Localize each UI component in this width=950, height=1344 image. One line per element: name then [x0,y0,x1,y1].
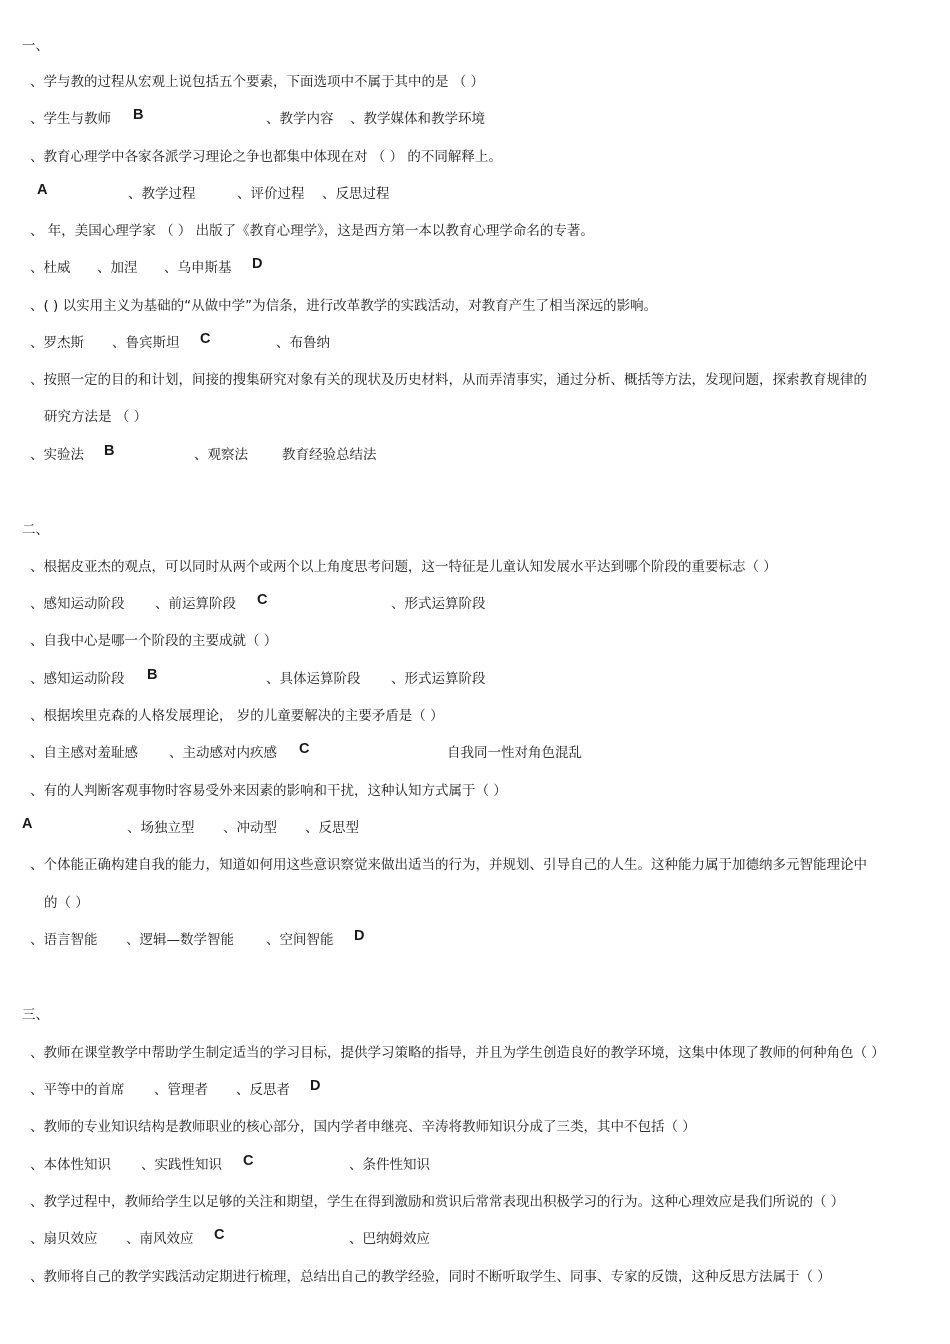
option: 、前运算阶段 [155,596,236,612]
option: 、巴纳姆效应 [349,1231,430,1247]
option-letter: B [147,667,158,683]
option-letter: C [299,741,310,757]
option: 、形式运算阶段 [391,596,486,612]
question-text: 、教师将自己的教学实践活动定期进行梳理，总结出自己的教学经验，同时不断听取学生、同事、专家的反馈，这种反思方法属于（ ） [30,1269,831,1285]
question-text: 、自我中心是哪一个阶段的主要成就（ ） [30,633,278,649]
section-heading-2: 二、 [22,522,49,538]
section-heading-3: 三、 [22,1007,49,1023]
question-text: 、教学过程中，教师给学生以足够的关注和期望，学生在得到激励和赏识后常常表现出积极学习的行为。这种心理效应是我们所说的（ ） [30,1194,845,1210]
option: 、空间智能 [266,932,334,948]
option: 、主动感对内疚感 [169,745,277,761]
option: 、条件性知识 [349,1157,430,1173]
option-letter: B [104,443,115,459]
option: 教育经验总结法 [282,447,377,463]
option: 、语言智能 [30,932,98,948]
option-row [0,443,950,463]
option-row [0,256,950,276]
option: 、评价过程 [237,186,305,202]
option: 、本体性知识 [30,1157,111,1173]
option-letter: C [243,1153,254,1169]
option: 、场独立型 [127,820,195,836]
option-letter: D [354,928,365,944]
option: 、南风效应 [126,1231,194,1247]
option-letter: D [252,256,263,272]
question-text: 、按照一定的目的和计划，间接的搜集研究对象有关的现状及历史材料，从而弄清事实，通过分析、概括等方法，发现问题，探索教育规律的 [30,372,867,388]
option: 、形式运算阶段 [391,671,486,687]
question-text: 、教育心理学中各家各派学习理论之争也都集中体现在对 （ ） 的不同解释上。 [30,149,502,165]
option: 、乌申斯基 [164,260,232,276]
question-text: 、教师在课堂教学中帮助学生制定适当的学习目标，提供学习策略的指导，并且为学生创造良好的教学环境，这集中体现了教师的何种角色（ ） [30,1045,885,1061]
option-row [0,331,950,351]
option: 、学生与教师 [30,111,111,127]
option: 、实验法 [30,447,84,463]
option: 、冲动型 [223,820,277,836]
option-row [0,928,950,948]
option-row [0,592,950,612]
option: 、加涅 [97,260,138,276]
option-row [0,182,950,202]
option: 、教学过程 [128,186,196,202]
option-row [0,816,950,836]
option-letter: C [214,1227,225,1243]
question-text: 、 年，美国心理学家 （ ） 出版了《教育心理学》，这是西方第一本以教育心理学命名的专著。 [30,223,594,239]
option: 、教学媒体和教学环境 [350,111,485,127]
option: 、教学内容 [266,111,334,127]
option: 、扇贝效应 [30,1231,98,1247]
option-letter: C [257,592,268,608]
option: 、杜威 [30,260,71,276]
option: 、实践性知识 [141,1157,222,1173]
option-row [0,741,950,761]
option-row [0,1153,950,1173]
option: 自我同一性对角色混乱 [447,745,582,761]
option-letter: B [133,107,144,123]
option: 、逻辑—数学智能 [126,932,234,948]
option-row [0,1227,950,1247]
question-text: 、有的人判断客观事物时容易受外来因素的影响和干扰，这种认知方式属于（ ） [30,783,507,799]
option: 、平等中的首席 [30,1082,125,1098]
question-text: 、个体能正确构建自我的能力，知道如何用这些意识察觉来做出适当的行为，并规划、引导自己的人生。这种能力属于加德纳多元智能理论中 [30,857,867,873]
option: 、反思者 [236,1082,290,1098]
option-row [0,1078,950,1098]
option: 、具体运算阶段 [266,671,361,687]
option: 、感知运动阶段 [30,671,125,687]
option: 、自主感对羞耻感 [30,745,138,761]
option: 、管理者 [154,1082,208,1098]
question-text: 、根据埃里克森的人格发展理论， 岁的儿童要解决的主要矛盾是（ ） [30,708,444,724]
option: 、观察法 [194,447,248,463]
option: 、反思过程 [322,186,390,202]
question-text: 、( ) 以实用主义为基础的“从做中学”为信条，进行改革教学的实践活动，对教育产生了相当深远的影响。 [30,298,658,314]
option-row [0,667,950,687]
option-row [0,107,950,127]
option-letter: C [200,331,211,347]
option-letter: A [22,816,33,832]
option: 、感知运动阶段 [30,596,125,612]
option-letter: D [310,1078,321,1094]
option: 、鲁宾斯坦 [112,335,180,351]
question-text: 、学与教的过程从宏观上说包括五个要素，下面选项中不属于其中的是 （ ） [30,74,485,90]
option-letter: A [37,182,48,198]
option: 、布鲁纳 [276,335,330,351]
option: 、反思型 [305,820,359,836]
question-text: 、教师的专业知识结构是教师职业的核心部分，国内学者申继亮、辛涛将教师知识分成了三类，其中不包括（ ） [30,1119,696,1135]
question-text: 、根据皮亚杰的观点，可以同时从两个或两个以上角度思考问题，这一特征是儿童认知发展水平达到哪个阶段的重要标志（ ） [30,559,777,575]
option: 、罗杰斯 [30,335,84,351]
question-text-continued: 研究方法是 （ ） [44,409,148,425]
question-text-continued: 的（ ） [44,895,89,911]
section-heading-1: 一、 [22,38,49,54]
